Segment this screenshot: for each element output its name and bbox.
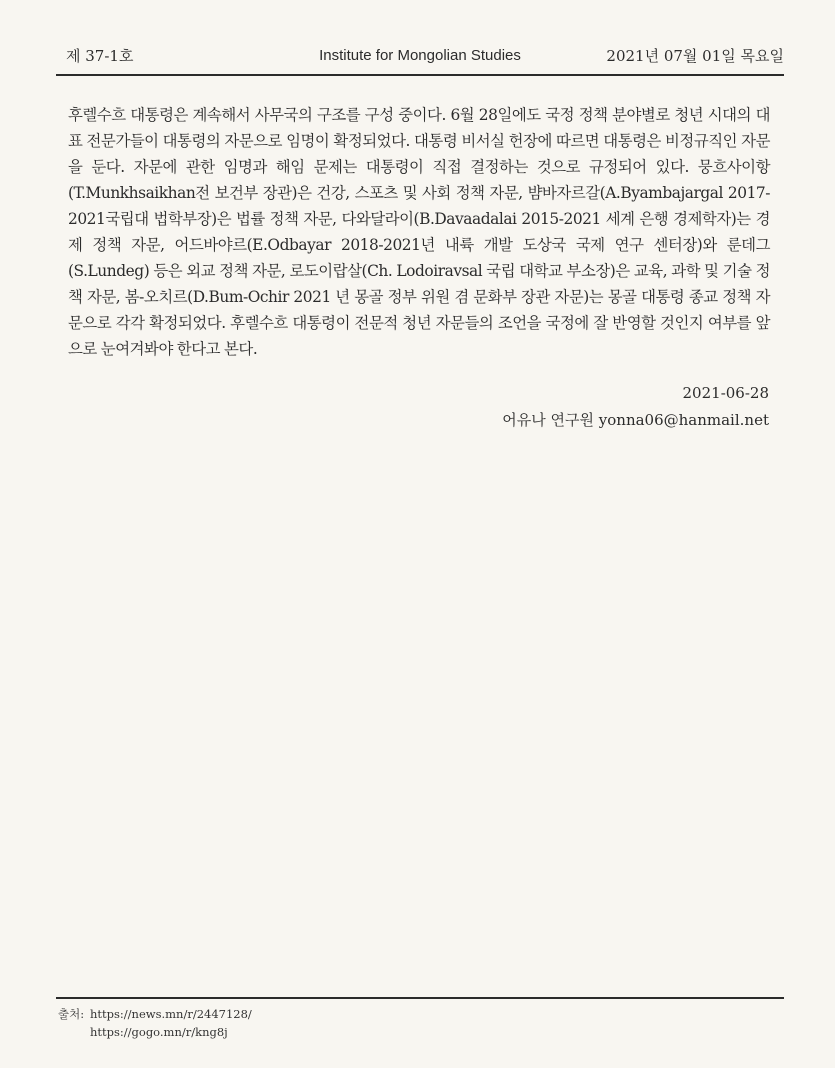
signature-date: 2021-06-28 (682, 384, 769, 402)
issue-number: 제 37-1호 (66, 47, 134, 65)
sources-footer (58, 1005, 252, 1041)
source-link[interactable]: https://gogo.mn/r/kng8j (90, 1025, 228, 1039)
article-body: 후렐수흐 대통령은 계속해서 사무국의 구조를 구성 중이다. 6월 28일에도 국정 정책 분야별로 청년 시대의 대표 전문가들이 대통령의 자문으로 임명이 확정되었다. 대통령 비서실 헌장에 따르면 대통령은 비정규직인 자문을 둔다. 자문에 관한 임명과 해임 문제는 대통령이 직접 결정하는 것으로 규정되어 있다. 뭉흐사이항(T.Munkhsaikhan전 보건부 장관)은 건강, 스포츠 및 사회 정책 자문, 뱜바자르갈(A.Byambajargal 2017-2021국립대 법학부장)은 법률 정책 자문, 다와달라이(B.Davaadalai 2015-2021 세계 은행 경제학자)는 경제 정책 자문, 어드바야르(E.Odbayar 2018-2021년 내륙 개발 도상국 국제 연구 센터장)와 룬데그(S.Lundeg) 등은 외교 정책 자문, 로도이랍살(Ch. Lodoiravsal 국립 대학교 부소장)은 교육, 과학 및 기술 정책 자문, 봄-오치르(D.Bum-Ochir 2021 년 몽골 정부 위원 겸 문화부 장관 자문)는 몽골 대통령 종교 정책 자문으로 각각 확정되었다. 후렐수흐 대통령이 전문적 청년 자문들의 조언을 국정에 잘 반영할 것인지 여부를 앞으로 눈여겨봐야 한다고 본다. (68, 106, 770, 358)
institute-name: Institute for Mongolian Studies (319, 47, 521, 64)
signature-block (502, 380, 769, 434)
author-line: 어유나 연구원 yonna06@hanmail.net (502, 411, 769, 429)
source-label: 출처: (58, 1007, 85, 1021)
page-header (56, 38, 784, 76)
source-link[interactable]: https://news.mn/r/2447128/ (90, 1007, 252, 1021)
issue-date: 2021년 07월 01일 목요일 (606, 47, 784, 65)
footer-divider (56, 997, 784, 999)
